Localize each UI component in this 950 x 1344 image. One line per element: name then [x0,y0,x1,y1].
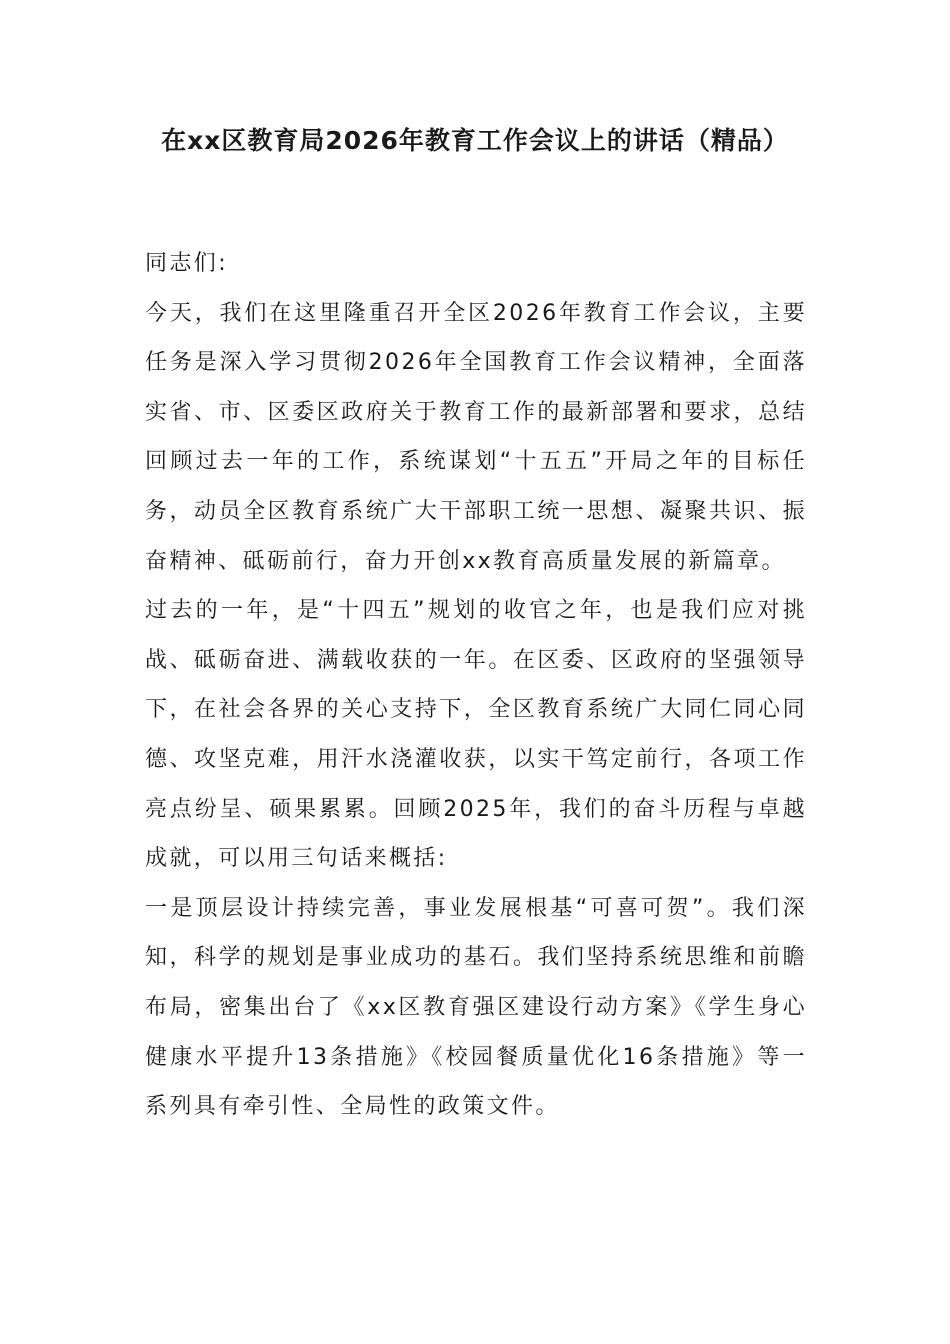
paragraph-review: 过去的一年，是“十四五”规划的收官之年，也是我们应对挑战、砥砺奋进、满载收获的一年。在区委、区政府的坚强领导下，在社会各界的关心支持下，全区教育系统广大同仁同心同德、攻坚克难，用汗水浇灌收获，以实干笃定前行，各项工作亮点纷呈、硕果累累。回顾2025年，我们的奋斗历程与卓越成就，可以用三句话来概括: [145,598,807,872]
document-title: 在xx区教育局2026年教育工作会议上的讲话（精品） [161,126,789,155]
document-body [145,239,807,1132]
salutation: 同志们: [145,251,229,276]
paragraph-intro: 今天，我们在这里隆重召开全区2026年教育工作会议，主要任务是深入学习贯彻2026年全国教育工作会议精神，全面落实省、市、区委区政府关于教育工作的最新部署和要求，总结回顾过去一年的工作，系统谋划“十五五”开局之年的目标任务，动员全区教育系统广大干部职工统一思想、凝聚共识、振奋精神、砥砺前行，奋力开创xx教育高质量发展的新篇章。 [145,300,807,574]
paragraph-point-one: 一是顶层设计持续完善，事业发展根基“可喜可贺”。我们深知，科学的规划是事业成功的基石。我们坚持系统思维和前瞻布局，密集出台了《xx区教育强区建设行动方案》《学生身心健康水平提升13条措施》《校园餐质量优化16条措施》等一系列具有牵引性、全局性的政策文件。 [145,895,807,1120]
